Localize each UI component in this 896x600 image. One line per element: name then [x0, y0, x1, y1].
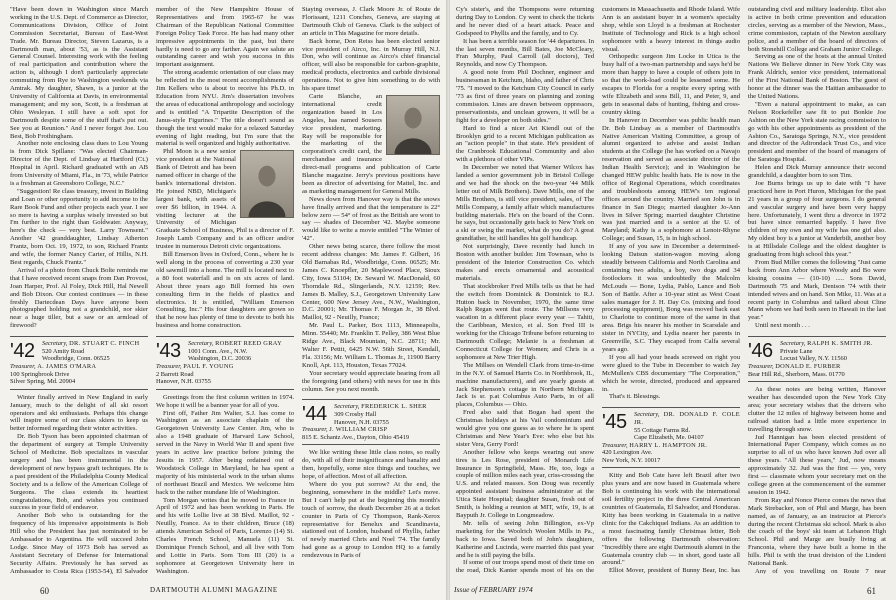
secretary-line: Secretary, FREDERICK L. SHER	[334, 403, 427, 411]
secretary-address: 1001 Conn. Ave., N.W.	[188, 347, 248, 355]
paragraph: Jud Hannigan has been elected president of International Paper Company, which comes as no surprise to all of us who have known Jud over all these years. "All these years," Jud, now means approximately 32. Jud was the first — yes, very first — classmate whom your secretary met on the college green at the commencement of the summer session in 1942.	[748, 433, 886, 496]
paragraph: Bill Emerson lives in Oxford, Conn., where he is well along in the process of converting a 230 year old sawmill into a home. The mill is located next to a 80 foot waterfall and is on six acres of land. About three years ago Bill formed his own consulting firm in the fields of plastics and electronics. It is entitled, "William Emerson Consulting, Inc." His four daughters are grown so that he now has plenty of time to devote to both his business and home construction.	[156, 251, 294, 330]
secretary-line: Secretary, DR. DONALD F. COLE JR.	[634, 411, 740, 426]
page-number: 60	[40, 586, 49, 596]
paragraph: News down from Hanover way is that the snows have finally arrived and that the temperature is 22° below zero — 54° of frost as the British are wont to say — shades of December '42. Maybe someone would like to write a movie entitled "The Winter of '42".	[302, 195, 440, 243]
paragraph: The Millses on Wendell Clark from time-to-time in the N.Y. of Samuel Harris Co. in Northbrook, IL, machine manufacturers), and are yearly guests at Jack Stephenson's cottage in Northern Michigan. Jack is sr. p.at Columbus Auto Parts, in of all places, Columbus — Ohio.	[456, 361, 594, 409]
paragraph: member of the New Hampshire House of Representatives and from 1965-67 he was Chairman of the Republican National Committee Foreign Policy Task Force. He has had many other impressive appointments in the past, but there hardly is need to go any farther. Again we salute an outstanding career and wish you success in this important assignment.	[156, 6, 294, 69]
class-year: '44	[302, 403, 327, 426]
paragraph: Staying overseas, J. Clark Moore Jr. of Route de Florissant, 1211 Conches, Geneva, are staying at Dartmouth Club of Geneva. Clark is the subject of an article in This Magazine for more details.	[302, 6, 440, 37]
paragraph: Any of you travelling on Route 7 near	[755, 567, 886, 574]
secretary-address: 309 Crosby Hall	[334, 411, 377, 418]
paragraph: Carte Blanche, an international credit organization based in Los Angeles, has named Sousers vice president, marketing. Ray will be responsible for the marketing of the corporation's credit card, the merchandise and insurance direct-mail programs and publication of Carte Blanche magazine. Jerry's previous positions have been as director of advertising for Mattel, Inc. and as marketing management for General Mills.	[302, 92, 440, 195]
secretary-address: Private Lane	[780, 347, 813, 355]
paragraph: If some of our troops spend most of their time on the road, Dick Kanter spends most of his on the	[456, 559, 594, 574]
right-column-3	[748, 6, 886, 574]
portrait-photo	[240, 150, 294, 218]
paragraph: If any of you saw in December a determined-looking Datsun station-wagon moving along steadily between California and North Carolina and containing two adults, a boy, two dogs and 34 footlockers it was undoubtedly the Malcolm McLouds — Bone, Lydia, Pablo, Lance and Bob Son of Battle. After a 10-year stint as West Coast sales manager for J. H. Day Co. (mixing and food processing equipment), Bong was moved back east to Charlotte to continue more of the same in that area. Brigs his nearer his mother in Scarsdale and sister in NYCity, and Lydia nearer her parents in Greenville, S.C. They escaped from Calfa several years ago.	[602, 243, 740, 353]
paragraph: In Hanover in December was public health man Dr. Bob Lindsay as a member of Dartmouth's Native American Visiting Committee, a group of alumni organized to advise and assist Indian students at the College (he has worked on a Navajo reservation and served as associate director of the Indian Health Service); and in Washington he changed HEW public health hats. He is now in the office of Regional Operations, which coordinates and troubleshoots among HEW's ten regional offices around the country. Married son John is in finance in San Diego; married daughter Jo-Ann lives in Silver Spring; married daughter Christine was just married and is a senior at the U. of Maryland; Kathy is a sophomore at Lenoir-Rhyne College; and Susan, 15, is in high school.	[602, 116, 740, 243]
paragraph: "Have been down in Washington since March working in the U.S. Dept. of Commerce as Director, Communications Division, Office of Joint Commission Secretariat, Bureau of East-West Trade. Mr. Bureau Director, Steven Lazarus, is a Dartmouth man, about '53, as is the Assistant General Counsel. Interesting work with the feeling of real participation and contribution where the action is, although I don't particularly appreciate commuting from Rye to Washington weekends via Amtrak. My daughter, Shawn, is a junior at the University of California at Davis, in environmental management; and my son, Scott, is a freshman at Ohio Wesleyan. I still have a soft spot for Dartmouth despite some of the stuff that's put out. See you at Reunion." And I never forgot Joe. Lou Best, Bob Frothingham.	[10, 6, 148, 140]
treasurer-address: 815 E. Schantz Ave., Dayton, Ohio 45419	[302, 433, 410, 441]
paragraph: Elliot Mover, president of Bunny Bear, Inc. has	[609, 567, 740, 574]
paragraph: That stockbroker Fred Mills tells us that he had the switch from Dominick & Dominick to R.J. Hutton back in November, 1970, the same time Ralph Regan went that route. The Millsons very vacation in a different place every year — Tahiti, the Caribbean, Mexico, et al. Son Fred III is working for the Chicago Tribune before returning to Dartmouth College; Melanie is a freshman at Connecticut College for Women; and Chris is a sophomore at New Trier High.	[456, 282, 594, 361]
class-header-45	[602, 407, 740, 468]
paragraph: "Even a natural appointment to make, as can Nelson Rockefeller saw fit to put Bonkie Joe Ashton on the New York state racing commission to go with his other appointments as president of the Ashton Co., Saratoga Springs, N.Y., vice president and director of the Adirondack Trust Co., and vice president and member of the board of managers of the Saratoga Hospital.	[748, 100, 886, 164]
paragraph: Dr. Bob Tyson has been appointed chairman of the department of surgery at Temple University School of Medicine. Bob specializes in vascular surgery and has been instrumental in the development of new bypass graft techniques. He is a past president of the Philadelphia County Medical Society and is a fellow of the American College of Surgeons. The class extends its heartiest congratulations, Bob, and wishes you continued success in your field of endeavor.	[10, 433, 148, 512]
page-number: 61	[867, 586, 876, 596]
treasurer-city: New York, N.Y. 10017	[602, 456, 661, 464]
paragraph: If you all had your heads screwed on right you were glued to the Tube in December to watch Jay McMullen's CBS documentary "The Corporation," which he wrote, directed, produced and appeared in.	[602, 353, 740, 393]
portrait-photo	[386, 95, 440, 155]
treasurer-line: Treasurer, PAUL F. YOUNG	[156, 362, 234, 370]
paragraph: Until next month . . .	[755, 322, 810, 330]
paragraph: In December we noted that Warner Wilcox has landed a senior government job in Bristol College and we had the shock on the two-year '44 Milk letter out of Milk Brothers). Dave Mills, one of the Mills Brothers, is still vice president, sales, of The Mills Company, a family affair which manufactures building materials. He's on the board of the Conn. he says, but occasionally gets back to New York on a ski or swing the market, what do you do? A great grandfather, he still handles his golf handicap.	[456, 164, 594, 243]
paragraph: Arrival of a photo from Chuck Bolte reminds me that I have received recent snaps from Dan Provost, Joan Harper, Prof. Al Foley, Dick Hill, Hal Newell and Bob Dixon. Our contest continues — in these freshly Dartecdean Days have anyone been photographed holding not a grandchild, nor skier near a huge tiller, but a saw or an armload of firewood?	[10, 266, 148, 330]
secretary-city: Cape Elizabeth, Me. 04107	[634, 434, 704, 442]
paragraph: Cy's sister's, and the Thompsons were returning during Day to London. Cy went to check the tickets and he never died of a heart attack. Peace and Godspeed to Phyllis and the family, and to Cy.	[456, 6, 594, 37]
class-header-43	[156, 336, 294, 390]
class-header-46	[748, 336, 886, 382]
paragraph: Winter finally arrived in New England in early January, much to the delight of all ski resort operators and ski enthusiasts. Perhaps this change will inspire some of our class skiers to keep us better informed regarding their winter activities.	[10, 393, 148, 433]
paragraph: As these notes are being written, Hanover weather has descended upon the New York City area; your secretary wishes that the drivers who clutter the 12 miles of highway between home and railroad station had a little more experience in travelling through snow.	[748, 386, 886, 433]
secretary-city: Hanover, N.H. 03755	[334, 418, 389, 426]
class-year: '45	[602, 411, 627, 434]
paragraph: Phil Moon is a new senior vice president at the National Bank of Detroit and has been named officer in charge of the bank's international division. He joined NBD, Michigan's largest bank, with assets of over $6 billion, in 1944. A visiting lecturer at the University of Michigan Graduate School of Business, Phil is a director of F. Joseph Lamb Company and is an officer and/or trustee in numerous Detroit civic organizations.	[156, 148, 294, 251]
paragraph: First off, Father Jim Walter, S.J. has come to Washington as an associate chaplain of the Georgetown University Law Center. Jim, who is also a 1948 graduate of Harvard Law School, served in the Navy in World War II and spent five years in active law practice before joining the Jesuits in 1957. After being ordained out of Woodstock College in Maryland, he has spent a majority of his ministerial work in the urban slums of northeast Brazil and Mexico. We welcome him back to the rather mundane life of Washington.	[156, 409, 294, 496]
paragraph: From Bud Miller comes the following "Just came back from Ann Arbor where Woody and Bo were kissing cousins — (10-10) ..... Sons David, Dartmouth '75 and Mark, Denison '74 with their intended wives and on hand. Son Mike, 11. Was at a recent party in Columbus and talked about Cline Mann whom we had both seen in Hawaii in the last year."	[748, 259, 886, 322]
treasurer-city: Hanover, N.H. 03755	[156, 378, 211, 386]
paragraph: "Suggestion! Re class treasury, invest in Building and Loan or other opportunity to add income to the Rare Book Fund and other projects each year. I see so mere is having a surplus wisely invested so but I'm further to the right than Goldwater. Anyway, here's the check — very best. Larry Townsent." Another '42 granddaughter, Lindsay Atherton Frantz, born Oct. 19, 1972, to son, Richard Frantz and wife, the former Nancy Carter, of Hillis, N.H. Best regards, Chuck Frantz."	[10, 187, 148, 266]
paragraph: Another Bob who is outstanding for the frequency of his impressive appointments is Bob Hill who the President has just nominated to be Ambassador to Argentina. He will succeed John Lodge. Since May of 1973 Bob has served as Assistant Secretary of Defense for International Security Affairs. Previously he has served as Ambassador to Costa Rica (1953-54), El Salvador	[10, 512, 148, 574]
treasurer-line: Treasurer, J. WILLIAM CRISP	[302, 426, 388, 434]
magazine-title: DARTMOUTH ALUMNI MAGAZINE	[150, 586, 278, 594]
paragraph: The strong academic orientation of our class may be reflected in the most recent accomplishments of Jim Kellers who is about to receive his Ph.D. in Education from NYU. Jim's dissertation involves the areas of educational anthropology and sociology and is entitled "A Tripartite Description of the Janus-style Figurines." The title doesn't sound as though the text would make for a relaxed Saturday evening of light reading, but I'm sure that the material is well organized and highly authoritative.	[156, 69, 294, 148]
secretary-line: Secretary, ROBERT REED GRAY	[188, 340, 283, 348]
paragraph: Helen and Dick Murray announce their second grandchild, a daughter born to son Tim.	[748, 164, 886, 180]
paragraph: Orthopedic surgeon Jim Locke in Utica is the busy half of a two-man partnership and says he'd be more than happy to have a couple of others join in so that the work-load could be lessened some. He escapes to Florida for a respite every spring with wife Elizabeth and sons Bill, 11, and Peter, 9, and gets in seasonal dabs of hunting, fishing and cross-country skiing.	[602, 53, 740, 116]
paragraph: Kitty and Bob Cate have left Brazil after two plus years and are now based in Guatemala where Bob is continuing his work with the international soil fertility project in the three Central American countries of Guatemala, El Salvador, and Honduras. Kitty has been working in Guatemala in a native clinic for the Cakchiquel Indians. As an addition to a most fascinating family Christmas letter, Bob offers the following Dartmouth observation: "Incredibly there are eight Dartmouth alumni in the Guatemala country club — in short, good taste all around."	[602, 472, 740, 567]
left-column-1	[10, 6, 148, 574]
paragraph: Greetings from the first column written in 1974. We hope it will be a banner year for all of you.	[156, 393, 294, 409]
treasurer-address: 2 Barrett Road	[156, 370, 194, 378]
secretary-city: Woodbridge, Conn. 06525	[42, 355, 110, 363]
paragraph: Where do you put sorrow? At the end, the beginning, somewhere in the middle? Let's move. But I can't help put at the beginning this month's touch of sorrow, the death December 26 at a ticket counter in Paris of Cy Thompson, Rank-Xerox representative for Benelux and Scandinavia, stationed out of London, husband of Phyllis, father of newly married Chris and Noel '74. The family had gone as a group to London HQ to a family rendezvous in Paris of	[302, 481, 440, 560]
secretary-line: Secretary, RALPH K. SMITH JR.	[780, 340, 873, 348]
paragraph: From Ray and Nonce Pierce comes the news that Mark Strebacker, son of Phil and Marge, has been named, as of January, as an instructor at Pierce's during the recent Christmas ski school. Mark is also the coach of the boys' ski team at Lebanon High School. Phil and Marge are busily living at Franconia, where they have built a home in the hills. Phil is with the trust division of the Lindeni National Bank.	[748, 496, 886, 568]
treasurer-address: Bear Hill Rd., Sherborn, Mass. 01770	[748, 370, 845, 378]
paragraph: Another note enclosing class dues to Lou Young is from Dick Spillane: "Was elected Chairman-Director of the Dept. of Lindsay at Hartford (Ct.) Hospital in April. Richard graduated with an AB from University of Miami, Fla., in '73, while Patrice is a freshman at Greensboro College, N.C."	[10, 140, 148, 187]
paragraph: We like writing these little class notes, so really do, with all of their insignificance and banality and then, hopefully, some nice things and touches, we hope, of affection. Most of all affection.	[302, 449, 440, 481]
class-year: '46	[748, 340, 773, 363]
issue-date: Issue of FEBRUARY 1974	[454, 585, 533, 594]
treasurer-city: Silver Spring, Md. 20904	[10, 378, 76, 386]
paragraph: Your secretary would appreciate hearing from all the foregoing (and others) with news for use in this column. See you next month.	[302, 369, 440, 393]
secretary-line: Secretary, DR. STUART C. FINCH	[42, 340, 140, 348]
paragraph: Other news being scarce, there follow the most recent address changes: Mr. James F. Gilbert, 16 Old Barnabas Rd., Woodbridge, Conn. 06525; Mr. James C. Knoepfler, 20 Maplewood Place, Sioux City, Iowa 51104; Dr. Seward W. MacDonald, 60 Thorndale Rd., Slingerlands, N.Y. 12159; Rev. James B. Malley, S.J., Georgetown University Law Center, 600 New Jersey Ave., N.W., Washington, D.C. 20001; Mr. Thomas F. Morgan Jr., 38 Blvd. Maillot, 92 - Neuilly, France;	[302, 243, 440, 322]
paragraph: Serving as one of the hosts at the annual United Nations We Believe dinner in New York City was Frank Aldrich, senior vice president, international of the First National Bank of Boston. The guest of honor at the dinner was the Haitian ambassador to the United Nations.	[748, 53, 886, 100]
paragraph: Mr. Paul L. Parker, Box 1113, Minneapolis, Minn. 55440; Mr. Franklin T. Pelley, 386 West Blue Ridge Ave., Black Mountain, N.C. 28711; Mr. Walter F. Pettit, 6425 N.W. 56th Street, Kendall, Fla. 33156; Mr. William L. Thomas Jr., 11900 Barry Knoll, Apt. 113, Houston, Texas 77024.	[302, 322, 440, 369]
class-year: '43	[156, 340, 181, 363]
paragraph: Tom Morgan writes that he moved to France in April of 1972 and has been working in Paris. He and his wife Lollie live at 38 Blvd. Maillot, 92 - Neuilly, France. As to their children, Bruce (18) attends American School of Paris, Lorenzo (14) St. Charles French School, Manuela (11) St. Dominique French School, and all live with Tom and Lottie in Paris. Som Tom III (20) is a sophomore at Georgetown University here in Washington.	[156, 496, 294, 574]
secretary-address: 55 Cottage Farms Rd.	[634, 426, 691, 434]
paragraph: Not surprisingly, Dave recently had lunch in Boston with another builder. Jim Townsan, who is president of the Interior Construction Co. which makes and erects ornamental and acoustical materials.	[456, 243, 594, 282]
class-year: '42	[10, 340, 35, 363]
paragraph: It has been a terrible season for '44 departures. In the last seven months, Bill Bates, Joe McCleary, Fran Murphy, Paul Carroll (all doctors), Ted Reynolds, and now Cy Thompson.	[456, 37, 594, 69]
paragraph: Joe Burns brings us up to date with "I have practiced here in Port Huron, Michigan for the past 21 years in a group of four surgeons. I do general and vascular surgery and have been very happy here. Unfortunately, I went thru a divorce in 1972 but have since remarried happily. I have five children of my own and my wife has one girl also. My oldest boy is a junior at Vanderbilt, another boy is at Hillsdale College and the oldest daughter is graduating from high school this year."	[748, 179, 886, 259]
treasurer-address: 420 Lexington Ave.	[602, 449, 653, 457]
paragraph: A good note from Phil Dochner, engineer and businessman in Ketchum, Idaho, and father of Chris '75. "I moved to the Ketchum City Council in early '73 as first of three years on planning and zoning commission. Lines are drawn between oppressors, preservationists, and unclean growers, it will be a fight for a developer on both sides."	[456, 69, 594, 124]
class-header-44	[302, 399, 440, 445]
treasurer-line: Treasurer, DONALD E. FURBER	[748, 362, 841, 370]
paragraph: Hard to find a nicer Art Kiendl out of the Brooklyn grid to a recent Michigan publication as an "action people" in that state. He's president of the Cranbrook Educational Community and also with a plethora of other VIPs.	[456, 124, 594, 164]
secretary-city: Washington, D.C. 20036	[188, 355, 252, 363]
paragraph: That's it. Blessings.	[609, 393, 661, 401]
treasurer-line: Treasurer, A. JAMES O'MARA	[10, 362, 97, 370]
paragraph: customers in Massachusetts and Rhode Island. Wife Ann is an assistant buyer in a women's specialty shop, while son Lloyd is a freshman at Rochester Institute of Technology and Rick is a high school sophomore with a heavy interest in things audio visual.	[602, 6, 740, 53]
left-column-2	[156, 6, 294, 574]
left-column-3	[302, 6, 440, 574]
secretary-city: Locust Valley, N.Y. 11560	[780, 355, 847, 363]
treasurer-line: Treasurer, HARRY L. HAMPTON JR.	[602, 441, 708, 449]
class-header-42	[10, 336, 148, 390]
paragraph: Mr. tells of seeing John Billington, ex-Vp marketing for the Woolrich Woolen Mills in Pa., back to Iowa. Saved both of John's daughters, Katherine and Lucinda, were married this past year and he is still paying the bills.	[456, 519, 594, 559]
paragraph: outstanding civil and military leadership. Eliot also is active in both crime prevention and education circles, serving as a member of the Newton, Mass., crime commission, captain of the Newton auxiliary police, and a member of the board of directors of both Stonehill College and Graham Junior College.	[748, 6, 886, 53]
treasurer-address: 100 Springbrook Drive	[10, 370, 70, 378]
paragraph: Another fellow who keeps wearing out snow tires is Les Rose, president of Monarch Life Insurance in Springfield, Mass. He, too, logs a couple of million miles each year, criss-crossing the U.S. and related masses. Son Doug was recently appointed assistant business administrator at the Utica State Hospital; daughter Susan, fresh out of Smith, is holding a reunion at MIT, wife, 19, is at Bayputh Jr. College in Longmeadow.	[456, 448, 594, 519]
secretary-address: 520 Amity Road	[42, 347, 85, 355]
paragraph: Fred also said that Bogan had spent the Christmas holidays at his Vail condominium and would give you one guess as to where he is spent Christmas and New Year's Eve: who else but his sister Vera, Gerry Ford!	[456, 409, 594, 448]
right-column-2	[602, 6, 740, 574]
right-page	[450, 0, 896, 600]
right-column-1	[456, 6, 594, 574]
paragraph: Back home, Don Reiss has been elected senior vice president of Airco, Inc. in Murray Hill, N.J. Don, who will continue as Airco's chief financial officer, will also be responsible for carbon-graphite, medical products, electronics and carbide divisional operations. Not to give him something to do with his spare time!	[302, 37, 440, 93]
left-page	[0, 0, 446, 600]
